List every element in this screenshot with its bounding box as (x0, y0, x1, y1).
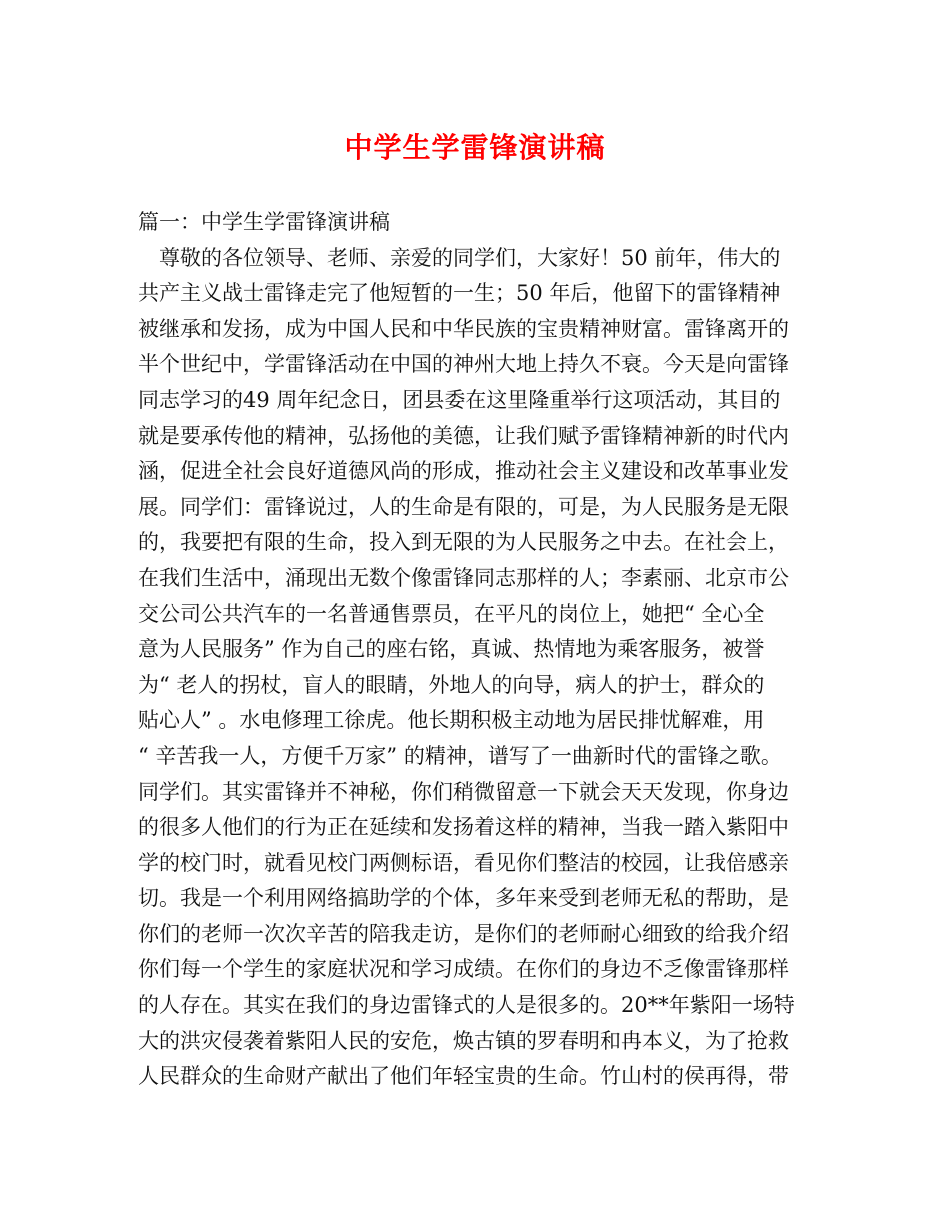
body-text-line: 学的校门时，就看见校门两侧标语，看见你们整洁的校园，让我倍感亲 (138, 850, 789, 875)
body-text-line: 同学们。其实雷锋并不神秘，你们稍微留意一下就会天天发现，你身边 (138, 779, 789, 804)
body-text-line: 在我们生活中，涌现出无数个像雷锋同志那样的人；李素丽、北京市公 (138, 565, 789, 590)
section-heading: 篇一：中学生学雷锋演讲稿 (138, 210, 390, 234)
body-text-line: 半个世纪中，学雷锋活动在中国的神州大地上持久不衰。今天是向雷锋 (138, 352, 789, 377)
body-text-line: 人民群众的生命财产献出了他们年轻宝贵的生命。竹山村的侯再得，带 (138, 1064, 789, 1089)
body-text-line: 就是要承传他的精神，弘扬他的美德，让我们赋予雷锋精神新的时代内 (138, 423, 789, 448)
body-text-line: 的人存在。其实在我们的身边雷锋式的人是很多的。20**年紫阳一场特 (138, 993, 795, 1018)
body-text-line: 大的洪灾侵袭着紫阳人民的安危，焕古镇的罗春明和冉本义，为了抢救 (138, 1028, 789, 1053)
body-text-line: 的很多人他们的行为正在延续和发扬着这样的精神，当我一踏入紫阳中 (138, 815, 789, 840)
document-title: 中学生学雷锋演讲稿 (344, 131, 606, 164)
body-text-line: 为“ 老人的拐杖，盲人的眼睛，外地人的向导，病人的护士，群众的 (138, 672, 765, 697)
body-text-line: 交公司公共汽车的一名普通售票员，在平凡的岗位上，她把“ 全心全 (138, 601, 765, 626)
body-text-line: 贴心人” 。水电修理工徐虎。他长期积极主动地为居民排忧解难，用 (138, 708, 765, 733)
body-text-line: 意为人民服务” 作为自己的座右铭，真诚、热情地为乘客服务，被誉 (138, 637, 765, 662)
body-text-line: 涵，促进全社会良好道德风尚的形成，推动社会主义建设和改革事业发 (138, 459, 789, 484)
body-text-line: 展。同学们：雷锋说过，人的生命是有限的，可是，为人民服务是无限 (138, 494, 789, 519)
body-text-line: 被继承和发扬，成为中国人民和中华民族的宝贵精神财富。雷锋离开的 (138, 316, 789, 341)
body-text-line: 同志学习的49 周年纪念日，团县委在这里隆重举行这项活动，其目的 (138, 387, 781, 412)
body-text-line: 切。我是一个利用网络搞助学的个体，多年来受到老师无私的帮助，是 (138, 886, 789, 911)
body-text-line: “ 辛苦我一人，方便千万家” 的精神，谱写了一曲新时代的雷锋之歌。 (138, 743, 782, 768)
body-text-line: 你们每一个学生的家庭状况和学习成绩。在你们的身边不乏像雷锋那样 (138, 957, 789, 982)
document-body (138, 205, 838, 1095)
body-text-line: 共产主义战士雷锋走完了他短暂的一生；50 年后，他留下的雷锋精神 (138, 281, 781, 306)
body-text-line: 的，我要把有限的生命，投入到无限的为人民服务之中去。在社会上， (138, 530, 789, 555)
body-text-line: 你们的老师一次次辛苦的陪我走访，是你们的老师耐心细致的给我介绍 (138, 921, 789, 946)
body-text-line: 尊敬的各位领导、老师、亲爱的同学们，大家好！50 前年，伟大的 (138, 245, 781, 270)
